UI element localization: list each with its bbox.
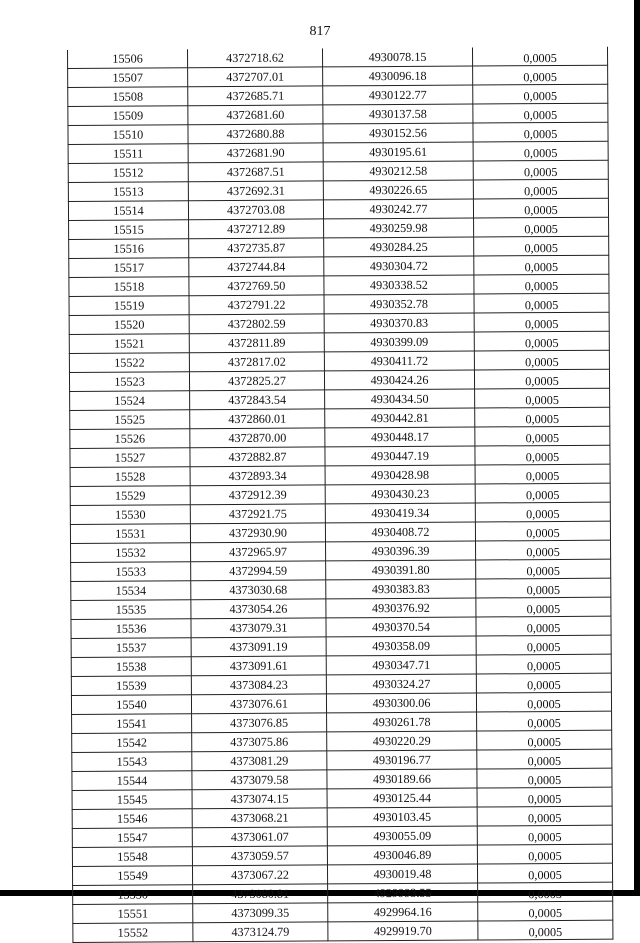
table-row: [70, 464, 610, 486]
point-id-cell: 15534: [71, 581, 191, 601]
x-coordinate-cell: 4373075.86: [192, 732, 327, 752]
y-coordinate-cell: 4930196.77: [327, 750, 477, 770]
value-cell: 0,0005: [477, 863, 612, 883]
point-id-cell: 15538: [71, 657, 191, 677]
point-id-cell: 15527: [70, 448, 190, 468]
value-cell: 0,0005: [474, 369, 609, 389]
value-cell: 0,0005: [475, 407, 610, 427]
value-cell: 0,0005: [474, 331, 609, 351]
value-cell: 0,0005: [473, 160, 608, 180]
value-cell: 0,0005: [478, 882, 613, 902]
value-cell: 0,0005: [473, 141, 608, 161]
point-id-cell: 15531: [70, 524, 190, 544]
y-coordinate-cell: 4930220.29: [327, 731, 477, 751]
table-row: [70, 426, 610, 448]
y-coordinate-cell: 4930428.98: [325, 465, 475, 485]
x-coordinate-cell: 4372860.01: [190, 409, 325, 429]
point-id-cell: 15544: [72, 771, 192, 791]
table-row: [70, 407, 610, 429]
value-cell: 0,0005: [473, 103, 608, 123]
point-id-cell: 15536: [71, 619, 191, 639]
table-row: [72, 806, 612, 828]
x-coordinate-cell: 4372718.62: [187, 48, 322, 67]
y-coordinate-cell: 4930370.83: [324, 313, 474, 333]
x-coordinate-cell: 4373076.61: [191, 694, 326, 714]
point-id-cell: 15528: [70, 467, 190, 487]
y-coordinate-cell: 4930430.23: [325, 484, 475, 504]
y-coordinate-cell: 4930284.25: [324, 237, 474, 257]
point-id-cell: 15509: [68, 106, 188, 126]
point-id-cell: 15532: [71, 543, 191, 563]
y-coordinate-cell: 4929993.55: [328, 883, 478, 903]
point-id-cell: 15552: [73, 923, 193, 943]
value-cell: 0,0005: [474, 293, 609, 313]
table-row: [68, 122, 608, 144]
point-id-cell: 15518: [69, 277, 189, 297]
y-coordinate-cell: 4930242.77: [323, 199, 473, 219]
table-row: [71, 673, 611, 695]
table-row: [71, 597, 611, 619]
value-cell: 0,0005: [477, 825, 612, 845]
value-cell: 0,0005: [475, 388, 610, 408]
x-coordinate-cell: 4372769.50: [189, 276, 324, 296]
x-coordinate-cell: 4372744.84: [189, 257, 324, 277]
y-coordinate-cell: 4930391.80: [326, 560, 476, 580]
x-coordinate-cell: 4372735.87: [189, 238, 324, 258]
table-row: [73, 882, 613, 904]
y-coordinate-cell: 4930383.83: [326, 579, 476, 599]
table-row: [71, 616, 611, 638]
table-row: [72, 787, 612, 809]
x-coordinate-cell: 4372817.02: [189, 352, 324, 372]
point-id-cell: 15516: [69, 239, 189, 259]
value-cell: 0,0005: [476, 654, 611, 674]
table-row: [71, 578, 611, 600]
page-number: 817: [309, 24, 331, 39]
x-coordinate-cell: 4373061.07: [192, 827, 327, 847]
table-row: [69, 331, 609, 353]
y-coordinate-cell: 4930424.26: [324, 370, 474, 390]
point-id-cell: 15530: [70, 505, 190, 525]
table-row: [68, 198, 608, 220]
y-coordinate-cell: 4930261.78: [327, 712, 477, 732]
x-coordinate-cell: 4372681.90: [188, 143, 323, 163]
point-id-cell: 15529: [70, 486, 190, 506]
point-id-cell: 15539: [71, 676, 191, 696]
value-cell: 0,0005: [474, 350, 609, 370]
x-coordinate-cell: 4372811.89: [189, 333, 324, 353]
x-coordinate-cell: 4373079.58: [192, 770, 327, 790]
y-coordinate-cell: 4930448.17: [325, 427, 475, 447]
table-row: [69, 350, 609, 372]
table-row: [72, 711, 612, 733]
table-row: [68, 65, 608, 87]
x-coordinate-cell: 4372791.22: [189, 295, 324, 315]
value-cell: 0,0005: [475, 521, 610, 541]
value-cell: 0,0005: [475, 502, 610, 522]
value-cell: 0,0005: [472, 47, 607, 66]
table-row: [70, 445, 610, 467]
y-coordinate-cell: 4930434.50: [325, 389, 475, 409]
x-coordinate-cell: 4372685.71: [188, 86, 323, 106]
table-row: [73, 901, 613, 923]
point-id-cell: 15537: [71, 638, 191, 658]
x-coordinate-cell: 4372912.39: [190, 485, 325, 505]
value-cell: 0,0005: [475, 445, 610, 465]
x-coordinate-cell: 4373099.35: [193, 903, 328, 923]
value-cell: 0,0005: [476, 540, 611, 560]
x-coordinate-cell: 4373059.57: [192, 846, 327, 866]
value-cell: 0,0005: [478, 920, 613, 940]
point-id-cell: 15526: [70, 429, 190, 449]
table-row: [69, 312, 609, 334]
y-coordinate-cell: 4930189.66: [327, 769, 477, 789]
y-coordinate-cell: 4930324.27: [326, 674, 476, 694]
x-coordinate-cell: 4372994.59: [191, 561, 326, 581]
value-cell: 0,0005: [476, 673, 611, 693]
table-row: [69, 369, 609, 391]
x-coordinate-cell: 4372687.51: [188, 162, 323, 182]
value-cell: 0,0005: [476, 616, 611, 636]
y-coordinate-cell: 4930300.06: [326, 693, 476, 713]
point-id-cell: 15523: [69, 372, 189, 392]
x-coordinate-cell: 4373076.85: [192, 713, 327, 733]
value-cell: 0,0005: [473, 65, 608, 85]
value-cell: 0,0005: [474, 274, 609, 294]
y-coordinate-cell: 4930096.18: [323, 66, 473, 86]
value-cell: 0,0005: [477, 844, 612, 864]
table-row: [70, 388, 610, 410]
y-coordinate-cell: 4930152.56: [323, 123, 473, 143]
point-id-cell: 15521: [69, 334, 189, 354]
point-id-cell: 15535: [71, 600, 191, 620]
table-row: [69, 236, 609, 258]
x-coordinate-cell: 4373054.26: [191, 599, 326, 619]
coordinates-table-body: [67, 47, 612, 943]
y-coordinate-cell: 4930347.71: [326, 655, 476, 675]
table-row: [71, 635, 611, 657]
point-id-cell: 15524: [70, 391, 190, 411]
y-coordinate-cell: 4930396.39: [326, 541, 476, 561]
y-coordinate-cell: 4930352.78: [324, 294, 474, 314]
value-cell: 0,0005: [477, 806, 612, 826]
point-id-cell: 15546: [72, 809, 192, 829]
y-coordinate-cell: 4930226.65: [323, 180, 473, 200]
y-coordinate-cell: 4930399.09: [324, 332, 474, 352]
value-cell: 0,0005: [476, 597, 611, 617]
x-coordinate-cell: 4372930.90: [190, 523, 325, 543]
value-cell: 0,0005: [478, 901, 613, 921]
x-coordinate-cell: 4373068.21: [192, 808, 327, 828]
table-row: [71, 540, 611, 562]
table-row: [68, 160, 608, 182]
value-cell: 0,0005: [477, 730, 612, 750]
point-id-cell: 15508: [68, 87, 188, 107]
y-coordinate-cell: 4930419.34: [325, 503, 475, 523]
table-row: [68, 179, 608, 201]
table-row: [72, 768, 612, 790]
value-cell: 0,0005: [476, 635, 611, 655]
point-id-cell: 15507: [68, 68, 188, 88]
x-coordinate-cell: 4372802.59: [189, 314, 324, 334]
x-coordinate-cell: 4372712.89: [189, 219, 324, 239]
x-coordinate-cell: 4372965.97: [191, 542, 326, 562]
value-cell: 0,0005: [474, 312, 609, 332]
x-coordinate-cell: 4373080.81: [193, 884, 328, 904]
y-coordinate-cell: 4930078.15: [322, 48, 472, 67]
x-coordinate-cell: 4372680.88: [188, 124, 323, 144]
x-coordinate-cell: 4372893.34: [190, 466, 325, 486]
value-cell: 0,0005: [477, 768, 612, 788]
x-coordinate-cell: 4373067.22: [192, 865, 327, 885]
point-id-cell: 15540: [71, 695, 191, 715]
table-row: [71, 692, 611, 714]
y-coordinate-cell: 4930195.61: [323, 142, 473, 162]
y-coordinate-cell: 4930125.44: [327, 788, 477, 808]
value-cell: 0,0005: [475, 483, 610, 503]
table-row: [73, 920, 613, 942]
value-cell: 0,0005: [477, 749, 612, 769]
point-id-cell: 15548: [72, 847, 192, 867]
point-id-cell: 15549: [72, 866, 192, 886]
point-id-cell: 15525: [70, 410, 190, 430]
table-row: [71, 559, 611, 581]
table-row: [68, 141, 608, 163]
value-cell: 0,0005: [473, 179, 608, 199]
x-coordinate-cell: 4373079.31: [191, 618, 326, 638]
point-id-cell: 15506: [67, 49, 187, 68]
value-cell: 0,0005: [474, 255, 609, 275]
table-row: [70, 521, 610, 543]
point-id-cell: 15551: [73, 904, 193, 924]
value-cell: 0,0005: [474, 217, 609, 237]
x-coordinate-cell: 4372921.75: [190, 504, 325, 524]
table-row: [69, 274, 609, 296]
y-coordinate-cell: 4930122.77: [323, 85, 473, 105]
x-coordinate-cell: 4372681.60: [188, 105, 323, 125]
y-coordinate-cell: 4930411.72: [324, 351, 474, 371]
y-coordinate-cell: 4930103.45: [327, 807, 477, 827]
table-row: [72, 825, 612, 847]
x-coordinate-cell: 4373084.23: [191, 675, 326, 695]
x-coordinate-cell: 4372692.31: [188, 181, 323, 201]
y-coordinate-cell: 4930019.48: [327, 864, 477, 884]
table-row: [71, 654, 611, 676]
point-id-cell: 15542: [72, 733, 192, 753]
point-id-cell: 15515: [69, 220, 189, 240]
x-coordinate-cell: 4372825.27: [189, 371, 324, 391]
table-row: [70, 502, 610, 524]
x-coordinate-cell: 4373091.61: [191, 656, 326, 676]
y-coordinate-cell: 4930304.72: [324, 256, 474, 276]
value-cell: 0,0005: [473, 122, 608, 142]
x-coordinate-cell: 4373091.19: [191, 637, 326, 657]
value-cell: 0,0005: [474, 236, 609, 256]
y-coordinate-cell: 4930212.58: [323, 161, 473, 181]
point-id-cell: 15512: [68, 163, 188, 183]
y-coordinate-cell: 4930370.54: [326, 617, 476, 637]
y-coordinate-cell: 4930442.81: [325, 408, 475, 428]
point-id-cell: 15519: [69, 296, 189, 316]
x-coordinate-cell: 4373124.79: [193, 922, 328, 942]
y-coordinate-cell: 4929964.16: [328, 902, 478, 922]
y-coordinate-cell: 4930358.09: [326, 636, 476, 656]
table-row: [69, 255, 609, 277]
table-row: [72, 863, 612, 885]
x-coordinate-cell: 4372843.54: [190, 390, 325, 410]
point-id-cell: 15520: [69, 315, 189, 335]
value-cell: 0,0005: [476, 559, 611, 579]
table-row: [72, 844, 612, 866]
y-coordinate-cell: 4930338.52: [324, 275, 474, 295]
table-row: [72, 730, 612, 752]
point-id-cell: 15533: [71, 562, 191, 582]
y-coordinate-cell: 4930055.09: [327, 826, 477, 846]
point-id-cell: 15522: [69, 353, 189, 373]
x-coordinate-cell: 4372707.01: [188, 67, 323, 87]
table-row: [70, 483, 610, 505]
x-coordinate-cell: 4373074.15: [192, 789, 327, 809]
point-id-cell: 15550: [73, 885, 193, 905]
x-coordinate-cell: 4372870.00: [190, 428, 325, 448]
point-id-cell: 15541: [72, 714, 192, 734]
value-cell: 0,0005: [473, 198, 608, 218]
y-coordinate-cell: 4929919.70: [328, 921, 478, 941]
coordinates-table: [67, 47, 613, 943]
x-coordinate-cell: 4373081.29: [192, 751, 327, 771]
value-cell: 0,0005: [475, 426, 610, 446]
table-row: [69, 293, 609, 315]
point-id-cell: 15511: [68, 144, 188, 164]
y-coordinate-cell: 4930137.58: [323, 104, 473, 124]
value-cell: 0,0005: [475, 464, 610, 484]
value-cell: 0,0005: [476, 578, 611, 598]
value-cell: 0,0005: [477, 711, 612, 731]
y-coordinate-cell: 4930447.19: [325, 446, 475, 466]
point-id-cell: 15513: [68, 182, 188, 202]
table-row: [68, 103, 608, 125]
point-id-cell: 15547: [72, 828, 192, 848]
y-coordinate-cell: 4930408.72: [325, 522, 475, 542]
x-coordinate-cell: 4372882.87: [190, 447, 325, 467]
value-cell: 0,0005: [477, 787, 612, 807]
table-row: [68, 84, 608, 106]
y-coordinate-cell: 4930046.89: [327, 845, 477, 865]
value-cell: 0,0005: [476, 692, 611, 712]
coordinates-sheet: [67, 47, 612, 943]
value-cell: 0,0005: [473, 84, 608, 104]
table-row: [72, 749, 612, 771]
table-row: [69, 217, 609, 239]
point-id-cell: 15543: [72, 752, 192, 772]
point-id-cell: 15545: [72, 790, 192, 810]
x-coordinate-cell: 4372703.08: [188, 200, 323, 220]
x-coordinate-cell: 4373030.68: [191, 580, 326, 600]
point-id-cell: 15514: [68, 201, 188, 221]
point-id-cell: 15517: [69, 258, 189, 278]
point-id-cell: 15510: [68, 125, 188, 145]
y-coordinate-cell: 4930259.98: [324, 218, 474, 238]
y-coordinate-cell: 4930376.92: [326, 598, 476, 618]
